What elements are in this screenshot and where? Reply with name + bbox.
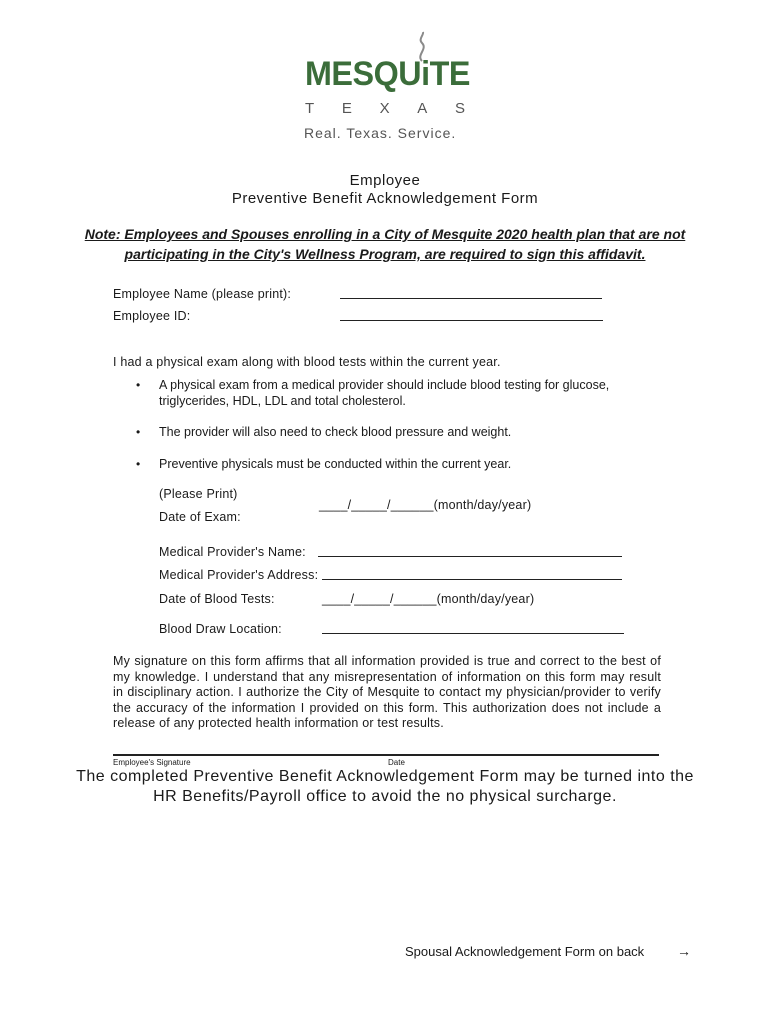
arrow-right-icon: → [677, 943, 691, 959]
employee-name-field[interactable] [340, 298, 602, 299]
form-title-line1: Employee [349, 172, 421, 189]
logo-state-letter: X [379, 100, 390, 117]
note-line2: participating in the City's Wellness Program, are required to sign this affidavit. [124, 246, 646, 262]
employee-name-label: Employee Name (please print): [113, 287, 292, 301]
affirmation-paragraph: My signature on this form affirms that all information provided is true and correct to the best of my knowledge. I understand that any misrepresentation of information on this form may result in disciplinary action. I authorize the City of Mesquite to contact my physician/provider to verify the accuracy of the information I provided on this form. This authorization does not include a release of any protected health information or test results. [113, 654, 661, 730]
logo-state-letter: A [417, 100, 428, 117]
bullet-text: A physical exam from a medical provider should include blood testing for glucose, [159, 378, 610, 392]
date-of-exam-label: Date of Exam: [159, 510, 241, 524]
date-of-exam-field[interactable]: ____/_____/______(month/day/year) [319, 498, 532, 512]
blood-tests-date-label: Date of Blood Tests: [159, 592, 275, 606]
provider-name-field[interactable] [318, 556, 622, 557]
bullet-icon: • [136, 425, 141, 439]
blood-tests-date-field[interactable]: ____/_____/______(month/day/year) [322, 592, 535, 606]
bullet-text: Preventive physicals must be conducted within the current year. [159, 457, 512, 471]
logo-state [305, 100, 465, 117]
form-title-line2: Preventive Benefit Acknowledgement Form [231, 190, 539, 207]
blood-draw-location-label: Blood Draw Location: [159, 622, 282, 636]
provider-name-label: Medical Provider's Name: [159, 545, 306, 559]
logo-tagline: Real. Texas. Service. [304, 125, 457, 141]
logo-state-letter: E [341, 100, 352, 117]
employee-signature-label: Employee's Signature [113, 758, 191, 767]
footer-instruction-line2: HR Benefits/Payroll office to avoid the no physical surcharge. [153, 788, 617, 805]
logo-name: MESQUiTE [305, 55, 470, 93]
bullet-icon: • [136, 378, 141, 392]
employee-id-field[interactable] [340, 320, 603, 321]
exam-intro: I had a physical exam along with blood tests within the current year. [113, 355, 501, 369]
logo-state-letter: S [454, 100, 465, 117]
bullet-text: triglycerides, HDL, LDL and total cholesterol. [159, 394, 406, 408]
blood-draw-location-field[interactable] [322, 633, 624, 634]
bullet-text: The provider will also need to check blood pressure and weight. [159, 425, 512, 439]
provider-address-label: Medical Provider's Address: [159, 568, 319, 582]
signature-date-label: Date [388, 758, 405, 767]
provider-address-field[interactable] [322, 579, 622, 580]
bullet-icon: • [136, 457, 141, 471]
logo-state-letter: T [305, 100, 315, 117]
spousal-form-note: Spousal Acknowledgement Form on back [405, 944, 645, 959]
signature-line[interactable] [113, 754, 659, 756]
please-print-label: (Please Print) [159, 487, 238, 501]
employee-id-label: Employee ID: [113, 309, 191, 323]
note-line1: Note: Employees and Spouses enrolling in a City of Mesquite 2020 health plan that are not [84, 226, 686, 242]
footer-instruction-line1: The completed Preventive Benefit Acknowledgement Form may be turned into the [76, 768, 694, 785]
